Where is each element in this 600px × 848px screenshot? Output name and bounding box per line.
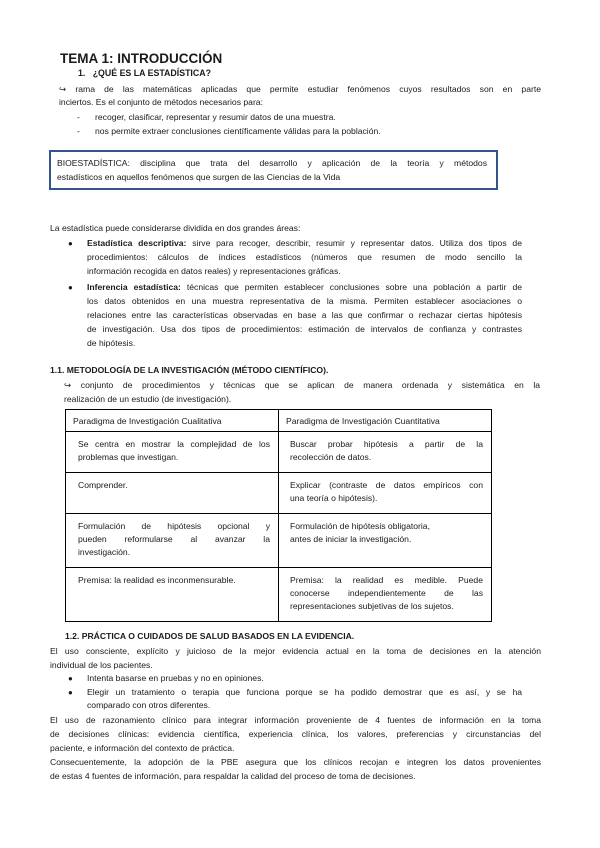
section-1-heading <box>78 67 211 80</box>
table-cell <box>279 432 492 473</box>
table-row <box>66 568 492 622</box>
descriptiva-line-1 <box>87 237 522 250</box>
descriptiva-line-3: información recogida en datos reales) y representaciones gráficas. <box>87 266 341 276</box>
intro-text: rama de las matemáticas aplicadas que permite estudiar fenómenos cuyos resultados son en parte <box>75 84 542 94</box>
table-cell <box>279 568 492 622</box>
cell-line: Premisa: la realidad es medible. Puede <box>290 575 483 585</box>
inferencia-title: Inferencia estadística: <box>87 282 181 292</box>
table-row <box>66 473 492 514</box>
cell-line: recolección de datos. <box>290 452 372 462</box>
table-cell <box>279 514 492 568</box>
page-title: TEMA 1: INTRODUCCIÓN <box>60 51 223 66</box>
pbe-bullet-2-line-2: comparado con otros diferentes. <box>87 700 211 710</box>
table-cell <box>66 432 279 473</box>
inferencia-text: técnicas que permiten establecer conclusiones sobre una población a partir de <box>186 282 522 292</box>
list-item: recoger, clasificar, representar y resumir datos de una muestra. <box>95 112 336 122</box>
cell-line: Explicar (contraste de datos empíricos con <box>290 480 483 490</box>
bullet-icon: ● <box>68 674 73 683</box>
table-cell <box>66 514 279 568</box>
descriptiva-text: sirve para recoger, describir, resumir y representar datos. Utiliza dos tipos de <box>192 238 522 248</box>
inferencia-line-2: los datos obtenidos en una muestra representativa de la misma. Permiten establecer asociaciones o <box>87 296 522 306</box>
descriptiva-title: Estadística descriptiva: <box>87 238 187 248</box>
dash-bullet: - <box>77 112 80 122</box>
cell-line: Formulación de hipótesis obligatoria, <box>290 521 430 531</box>
descriptiva-line-2: procedimientos: cálculos de índices estadísticos (números que resumen de modo sencillo la <box>87 252 522 262</box>
section-1-number: 1. <box>78 68 86 78</box>
bullet-icon: ● <box>68 239 73 248</box>
dash-bullet: - <box>77 126 80 136</box>
section-1-1-text: conjunto de procedimientos y técnicas que se aplican de manera ordenada y sistemática en la <box>80 380 541 390</box>
section-1-intro-line-1 <box>59 83 541 96</box>
arrow-icon: ↪ <box>59 84 67 94</box>
paradigm-table <box>65 409 492 622</box>
cell-line: Comprender. <box>78 480 128 490</box>
table-header-cell <box>66 410 279 432</box>
pbe-bullet-1: Intenta basarse en pruebas y no en opiniones. <box>87 673 264 683</box>
table-cell <box>66 568 279 622</box>
arrow-icon: ↪ <box>64 380 72 390</box>
cell-line: Formulación de hipótesis opcional y <box>78 521 270 531</box>
bioestadistica-line-2: estadísticos en aquellos fenómenos que surgen de las Ciencias de la Vida <box>57 172 341 182</box>
table-header-row <box>66 410 492 432</box>
section-1-title: ¿QUÉ ES LA ESTADÍSTICA? <box>92 68 211 78</box>
table-row <box>66 432 492 473</box>
cell-line: Buscar probar hipótesis a partir de la <box>290 439 483 449</box>
section-1-2-p3-line-2: de estas 4 fuentes de información, para respaldar la calidad del proceso de toma de decisiones. <box>50 771 416 781</box>
table-header-cell <box>279 410 492 432</box>
areas-intro: La estadística puede considerarse dividida en dos grandes áreas: <box>50 223 301 233</box>
cell-line: problemas que investigan. <box>78 452 179 462</box>
section-1-1-title: 1.1. METODOLOGÍA DE LA INVESTIGACIÓN (MÉTODO CIENTÍFICO). <box>50 365 329 375</box>
section-1-1-line-1 <box>64 379 540 392</box>
cell-line: representaciones subjetivas de los sujetos. <box>290 601 454 611</box>
section-1-2-p3-line-1: Consecuentemente, la adopción de la PBE asegura que los clínicos recojan e integren los datos provenientes <box>50 757 541 767</box>
section-1-2-p2-line-3: paciente, e información del contexto de práctica. <box>50 743 235 753</box>
section-1-2-title: 1.2. PRÁCTICA O CUIDADOS DE SALUD BASADOS EN LA EVIDENCIA. <box>65 631 355 641</box>
table-cell <box>279 473 492 514</box>
section-1-2-p2-line-1: El uso de razonamiento clínico para integrar información proveniente de 4 fuentes de información en la toma <box>50 715 541 725</box>
table-cell <box>66 473 279 514</box>
bullet-icon: ● <box>68 283 73 292</box>
cell-line: conocerse independientemente de las <box>290 588 483 598</box>
section-1-1-line-2: realización de un estudio (de investigación). <box>64 394 232 404</box>
bioestadistica-box <box>49 150 498 190</box>
bullet-icon: ● <box>68 688 73 697</box>
cell-line: investigación. <box>78 547 131 557</box>
cell-line: pueden reformularse al avanzar la <box>78 534 270 544</box>
section-1-2-p1-line-1: El uso consciente, explícito y juicioso de la mejor evidencia actual en la toma de decisiones en la atención <box>50 646 541 656</box>
cell-line: una teoría o hipótesis). <box>290 493 378 503</box>
cell-line: Se centra en mostrar la complejidad de los <box>78 439 270 449</box>
table-row <box>66 514 492 568</box>
list-item: nos permite extraer conclusiones científicamente válidas para la población. <box>95 126 381 136</box>
inferencia-line-3: relaciones entre las características observadas en base a las que confirmar o rechazar ciertas hipótesis <box>87 310 522 320</box>
section-1-2-p1-line-2: individual de los pacientes. <box>50 660 153 670</box>
pbe-bullet-2-line-1: Elegir un tratamiento o terapia que funciona porque se ha podido demostrar que es así, y se ha <box>87 687 522 697</box>
section-1-2-p2-line-2: de decisiones clínicas: evidencia científica, experiencia clínica, los valores, preferencias y circunstancias del <box>50 729 541 739</box>
inferencia-line-5: de hipótesis. <box>87 338 136 348</box>
cell-line: antes de iniciar la investigación. <box>290 534 412 544</box>
bioestadistica-line-1: BIOESTADÍSTICA: disciplina que trata del desarrollo y aplicación de la teoría y métodos <box>57 158 487 168</box>
section-1-intro-line-2: inciertos. Es el conjunto de métodos necesarios para: <box>59 97 263 107</box>
inferencia-line-4: de investigación. Usa dos tipos de procedimientos: estimación de intervalos de confianza y contrastes <box>87 324 522 334</box>
table-header-qualitative: Paradigma de Investigación Cualitativa <box>73 416 222 426</box>
table-header-quantitative: Paradigma de Investigación Cuantitativa <box>286 416 440 426</box>
inferencia-line-1 <box>87 281 522 294</box>
cell-line: Premisa: la realidad es inconmensurable. <box>78 575 236 585</box>
